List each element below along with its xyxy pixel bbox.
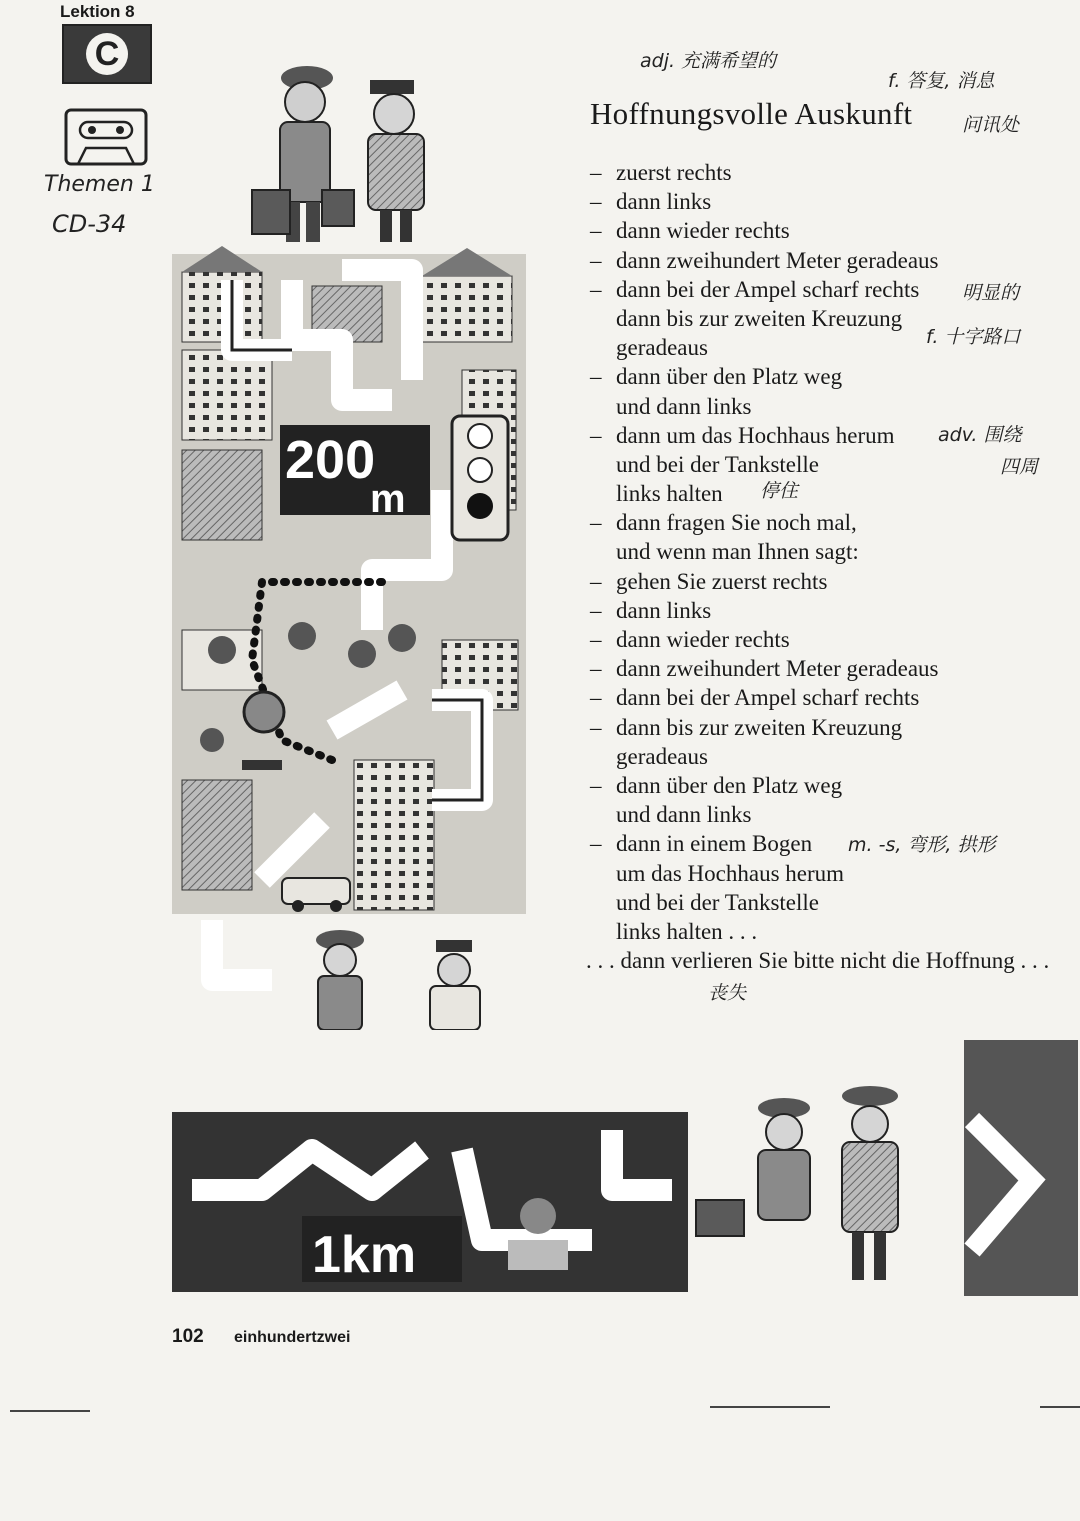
- note-title-office: 问讯处: [962, 114, 1020, 136]
- page-title: Hoffnungsvolle Auskunft: [590, 96, 913, 131]
- divider: [1040, 1406, 1080, 1408]
- text-line: [590, 654, 1078, 683]
- line-dash: –: [590, 597, 602, 623]
- line-text: um das Hochhaus herum: [616, 860, 845, 886]
- text-line: [590, 859, 1078, 888]
- line-text: dann zweihundert Meter geradeaus: [616, 656, 939, 682]
- line-text: dann wieder rechts: [616, 218, 790, 244]
- traveler-figure-top: [252, 66, 354, 242]
- text-line: [590, 450, 1078, 479]
- line-text: . . . dann verlieren Sie bitte nicht die Hoffnung . . .: [586, 948, 1050, 974]
- text-line: [590, 713, 1078, 742]
- line-text: geradeaus: [616, 335, 708, 361]
- line-text: dann links: [616, 189, 712, 215]
- text-line: [590, 187, 1078, 216]
- line-dash: –: [590, 276, 602, 302]
- text-line: [590, 800, 1078, 829]
- text-line: [590, 829, 1078, 858]
- text-line: [590, 683, 1078, 712]
- traffic-light-icon: [452, 416, 508, 540]
- note-bogen: m. -s, 弯形, 拱形: [848, 834, 996, 856]
- line-dash: –: [590, 218, 602, 244]
- traveler-figure-middle: [316, 930, 364, 1030]
- page-number: 102: [172, 1326, 204, 1347]
- line-dash: –: [590, 772, 602, 798]
- text-line: [590, 304, 1078, 333]
- note-kreuzung: f. 十字路口: [926, 326, 1021, 348]
- text-line: [590, 567, 1078, 596]
- line-text: dann über den Platz weg: [616, 772, 843, 798]
- cassette-icon: [64, 108, 148, 166]
- note-halten: 停住: [760, 480, 799, 502]
- text-line: [590, 742, 1078, 771]
- text-line: [590, 392, 1078, 421]
- traveler-figure-bottom: [696, 1098, 810, 1236]
- line-text: zuerst rechts: [616, 160, 732, 185]
- handwritten-themen: Themen 1: [44, 172, 155, 197]
- text-line: [590, 421, 1078, 450]
- line-text: dann über den Platz weg: [616, 364, 843, 390]
- text-line: [590, 362, 1078, 391]
- line-text: dann wieder rechts: [616, 627, 790, 652]
- line-text: links halten . . .: [616, 918, 758, 944]
- line-dash: –: [590, 364, 602, 390]
- text-line: [590, 246, 1078, 275]
- line-dash: –: [590, 160, 602, 185]
- line-text: dann bei der Ampel scharf rechts: [616, 276, 920, 302]
- note-herum-2: 四周: [1000, 456, 1039, 478]
- text-line: [590, 216, 1078, 245]
- handwritten-cd: CD-34: [52, 210, 127, 238]
- line-text: und dann links: [616, 393, 752, 419]
- text-line: [590, 275, 1078, 304]
- note-title-adj: adj. 充满希望的: [640, 50, 777, 72]
- text-line: [590, 888, 1078, 917]
- note-scharf: 明显的: [962, 282, 1020, 304]
- line-text: gehen Sie zuerst rechts: [616, 568, 828, 594]
- line-dash: –: [590, 831, 602, 857]
- line-text: dann bei der Ampel scharf rechts: [616, 685, 920, 711]
- line-text: dann fragen Sie noch mal,: [616, 510, 857, 536]
- distance-200-unit: m: [370, 477, 406, 521]
- line-text: dann in einem Bogen: [616, 831, 813, 857]
- note-title-f: f. 答复, 消息: [888, 70, 995, 92]
- line-text: dann um das Hochhaus herum: [616, 422, 895, 448]
- officer-figure-top: [368, 80, 424, 242]
- divider: [710, 1406, 830, 1408]
- text-line: [590, 917, 1078, 946]
- line-dash: –: [590, 568, 602, 594]
- street-map-illustration: [172, 40, 526, 1030]
- page-number-word: einhundertzwei: [234, 1329, 351, 1346]
- bottom-route-strip: [172, 1040, 1078, 1296]
- text-line: [590, 625, 1078, 654]
- line-text: dann links: [616, 597, 712, 623]
- note-herum: adv. 围绕: [938, 424, 1022, 446]
- line-text: und wenn man Ihnen sagt:: [616, 539, 859, 565]
- line-dash: –: [590, 422, 602, 448]
- divider: [10, 1410, 90, 1412]
- text-line: [590, 158, 1078, 187]
- officer-figure-middle: [430, 940, 480, 1030]
- line-dash: –: [590, 656, 602, 682]
- officer-figure-bottom: [842, 1086, 898, 1280]
- text-line: [590, 508, 1078, 537]
- line-text: und bei der Tankstelle: [616, 451, 819, 477]
- text-line: [590, 771, 1078, 800]
- line-dash: –: [590, 627, 602, 652]
- line-dash: –: [590, 189, 602, 215]
- text-line-final: [586, 946, 1078, 975]
- lesson-label: Lektion 8: [60, 2, 135, 21]
- line-dash: –: [590, 510, 602, 536]
- line-text: dann zweihundert Meter geradeaus: [616, 247, 939, 273]
- line-dash: –: [590, 247, 602, 273]
- text-line: [590, 537, 1078, 566]
- text-line: [590, 333, 1078, 362]
- section-badge: [62, 24, 152, 84]
- line-dash: –: [590, 685, 602, 711]
- line-text: geradeaus: [616, 743, 708, 769]
- line-dash: –: [590, 714, 602, 740]
- text-line: [590, 479, 1078, 508]
- line-text: dann bis zur zweiten Kreuzung: [616, 305, 903, 331]
- line-text: links halten: [616, 481, 723, 507]
- line-text: dann bis zur zweiten Kreuzung: [616, 714, 903, 740]
- line-text: und dann links: [616, 802, 752, 828]
- section-letter: C: [86, 33, 128, 75]
- distance-1km-label: 1km: [312, 1226, 417, 1284]
- note-verlieren: 丧失: [708, 982, 747, 1004]
- text-line: [590, 596, 1078, 625]
- text-block: [586, 158, 1078, 975]
- distance-200-label: 200: [285, 430, 376, 490]
- line-text: und bei der Tankstelle: [616, 889, 819, 915]
